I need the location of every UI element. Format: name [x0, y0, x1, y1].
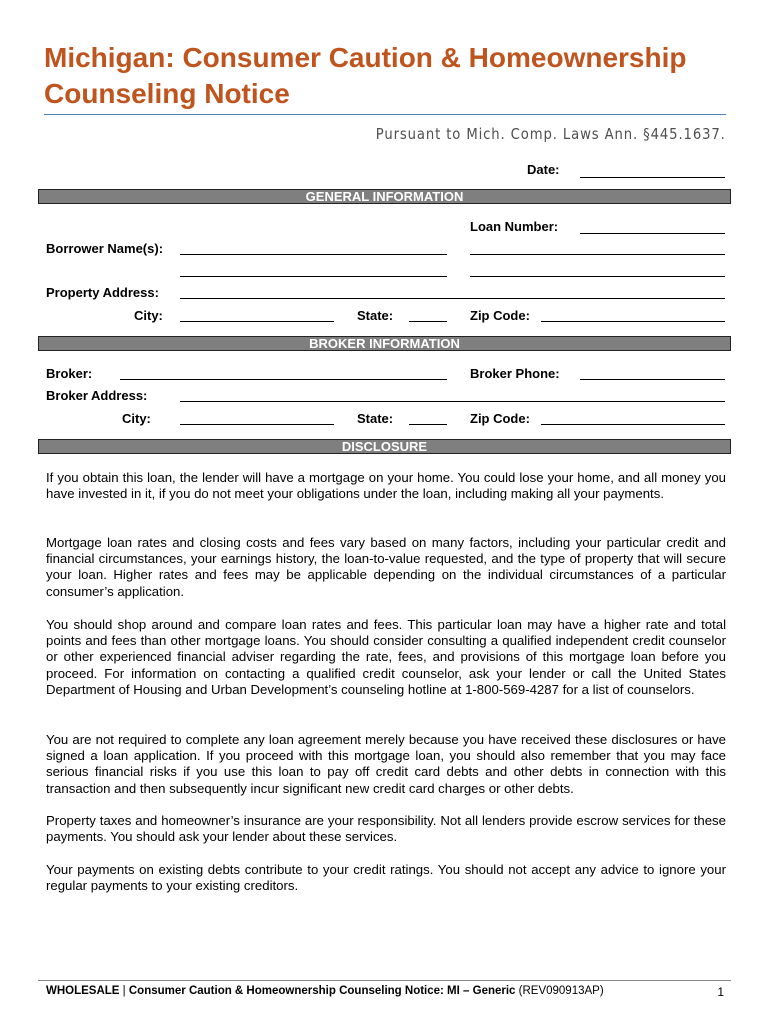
property-address-label: Property Address: [46, 285, 159, 300]
footer-divider [38, 980, 731, 981]
broker-zip-code-field[interactable] [541, 424, 725, 425]
title-line-2: Counseling Notice [44, 78, 290, 109]
broker-address-field[interactable] [180, 401, 725, 402]
borrower-name-field-3[interactable] [180, 276, 447, 277]
disclosure-paragraph-1: If you obtain this loan, the lender will have a mortgage on your home. You could lose your home, and all money you have invested in it, if you do not meet your obligations under the loan, including making all your payments. [46, 470, 726, 502]
loan-number-label: Loan Number: [470, 219, 559, 234]
disclosure-paragraph-6: Your payments on existing debts contribute to your credit ratings. You should not accept any advice to ignore your regular payments to your existing creditors. [46, 862, 726, 894]
broker-state-field[interactable] [409, 424, 447, 425]
borrower-name-field-4[interactable] [470, 276, 725, 277]
page-number: 1 [717, 985, 724, 999]
document-title [44, 40, 744, 112]
disclosure-paragraph-5: Property taxes and homeowner’s insurance are your responsibility. Not all lenders provide escrow services for these payments. You should ask your lender about these services. [46, 813, 726, 845]
state-label: State: [357, 308, 394, 323]
date-field[interactable] [580, 177, 725, 178]
statute-reference: Pursuant to Mich. Comp. Laws Ann. §445.1637. [375, 125, 726, 143]
zip-code-field[interactable] [541, 321, 725, 322]
broker-phone-field[interactable] [580, 379, 725, 380]
disclosure-paragraph-4: You are not required to complete any loan agreement merely because you have received these disclosures or have signed a loan application. If you proceed with this mortgage loan, you should also remember that you may face serious financial risks if you use this loan to pay off credit card debts and other debts in connection with this transaction and then subsequently incur significant new credit card charges or other debts. [46, 732, 726, 796]
broker-state-label: State: [357, 411, 394, 426]
broker-zip-code-label: Zip Code: [470, 411, 530, 426]
disclosure-paragraph-2: Mortgage loan rates and closing costs and fees vary based on many factors, including your particular credit and financial circumstances, your earnings history, the loan-to-value requested, and the type of property that will secure your loan. Higher rates and fees may be applicable depending on the individual circumstances of a particular consumer’s application. [46, 535, 726, 599]
borrower-name-field-2[interactable] [470, 254, 725, 255]
property-address-field[interactable] [180, 298, 725, 299]
broker-city-label: City: [122, 411, 151, 426]
borrower-name-label: Borrower Name(s): [46, 241, 164, 256]
broker-label: Broker: [46, 366, 93, 381]
disclosure-header: DISCLOSURE [38, 439, 731, 454]
date-label: Date: [527, 162, 560, 177]
borrower-name-field-1[interactable] [180, 254, 447, 255]
title-divider [44, 114, 726, 115]
zip-code-label: Zip Code: [470, 308, 530, 323]
title-line-1: Michigan: Consumer Caution & Homeownership [44, 42, 687, 73]
footer-text [46, 985, 604, 997]
footer-separator: | [119, 985, 129, 997]
state-field[interactable] [409, 321, 447, 322]
city-label: City: [134, 308, 163, 323]
loan-number-field[interactable] [580, 233, 725, 234]
broker-field[interactable] [120, 379, 447, 380]
footer-wholesale: WHOLESALE [46, 985, 120, 997]
city-field[interactable] [180, 321, 334, 322]
disclosure-paragraph-3: You should shop around and compare loan rates and fees. This particular loan may have a higher rate and total points and fees than other mortgage loans. You should consider consulting a qualified independent credit counselor or other experienced financial adviser regarding the rate, fees, and provisions of this mortgage loan before you proceed. For information on contacting a qualified credit counselor, ask your lender or call the United States Department of Housing and Urban Development’s counseling hotline at 1-800-569-4287 for a list of counselors. [46, 617, 726, 697]
footer-title: Consumer Caution & Homeownership Counseling Notice: MI – Generic [128, 985, 516, 997]
broker-address-label: Broker Address: [46, 388, 148, 403]
footer-revision: (REV090913AP) [515, 985, 604, 997]
broker-information-header: BROKER INFORMATION [38, 336, 731, 351]
general-information-header: GENERAL INFORMATION [38, 189, 731, 204]
broker-city-field[interactable] [180, 424, 334, 425]
broker-phone-label: Broker Phone: [470, 366, 560, 381]
